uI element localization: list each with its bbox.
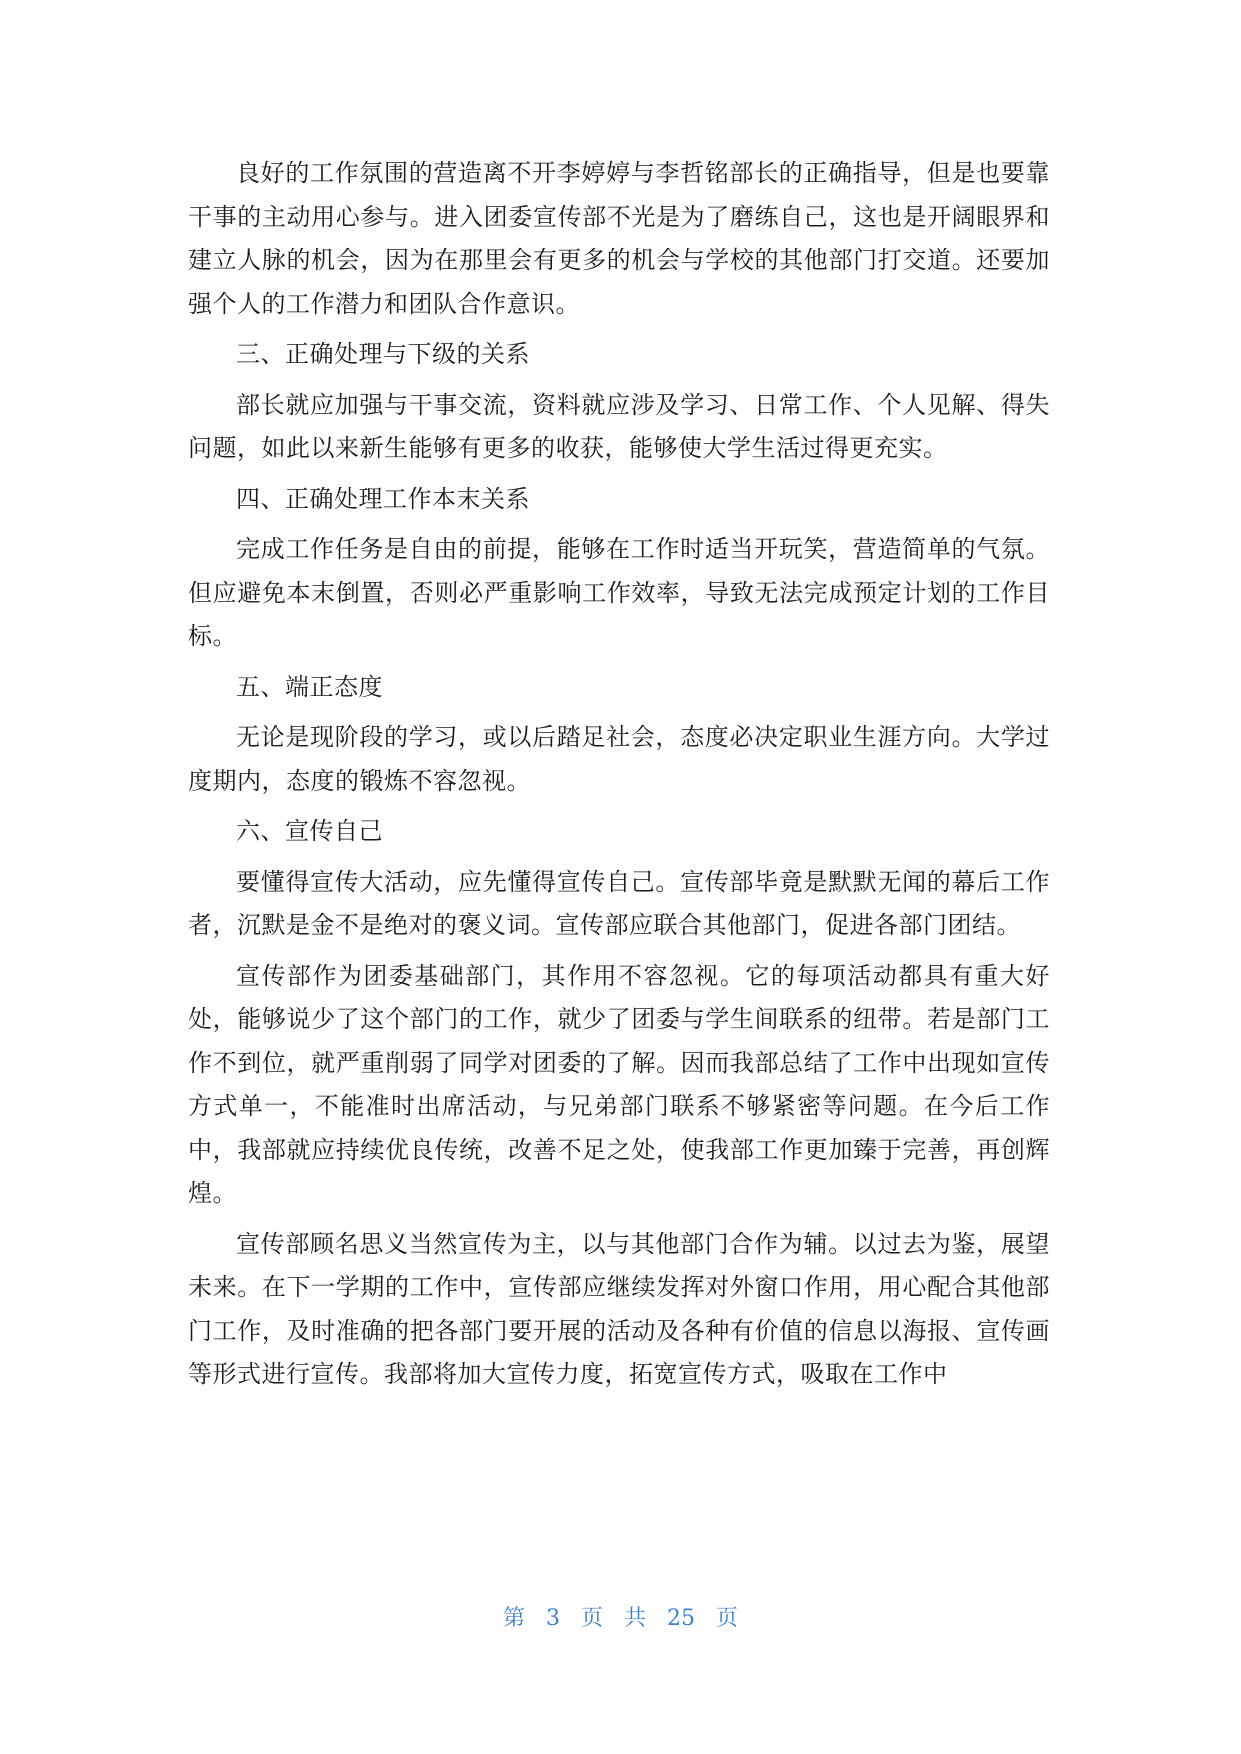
paragraph: 无论是现阶段的学习，或以后踏足社会，态度必决定职业生涯方向。大学过度期内，态度的锻炼不容忽视。 [188,723,1050,795]
page-footer [0,1601,1241,1632]
footer-prefix: 第 [502,1606,525,1631]
section-heading: 四、正确处理工作本末关系 [236,484,530,513]
paragraph: 宣传部作为团委基础部门，其作用不容忽视。它的每项活动都具有重大好处，能够说少了这个部门的工作，就少了团委与学生间联系的纽带。若是部门工作不到位，就严重削弱了同学对团委的了解。因而我部总结了工作中出现如宣传方式单一，不能准时出席活动，与兄弟部门联系不够紧密等问题。在今后工作中，我部就应持续优良传统，改善不足之处，使我部工作更加臻于完善，再创辉煌。 [188,961,1050,1207]
paragraph: 要懂得宣传大活动，应先懂得宣传自己。宣传部毕竟是默默无闻的幕后工作者，沉默是金不是绝对的褒义词。宣传部应联合其他部门，促进各部门团结。 [188,867,1050,939]
footer-suffix: 页 [716,1606,739,1631]
document-body [188,152,1050,1404]
section-heading: 三、正确处理与下级的关系 [236,340,530,368]
total-page-count: 25 [667,1606,695,1631]
paragraph: 部长就应加强与干事交流，资料就应涉及学习、日常工作、个人见解、得失问题，如此以来新生能够有更多的收获，能够使大学生活过得更充实。 [188,390,1050,462]
section-heading: 五、端正态度 [236,672,383,701]
section-heading: 六、宣传自己 [236,817,383,845]
footer-middle: 页 共 [581,1606,646,1631]
paragraph: 良好的工作氛围的营造离不开李婷婷与李哲铭部长的正确指导，但是也要靠干事的主动用心参与。进入团委宣传部不光是为了磨练自己，这也是开阔眼界和建立人脉的机会，因为在那里会有更多的机会与学校的其他部门打交道。还要加强个人的工作潜力和团队合作意识。 [188,159,1050,318]
paragraph: 完成工作任务是自由的前提，能够在工作时适当开玩笑，营造简单的气氛。但应避免本末倒置，否则必严重影响工作效率，导致无法完成预定计划的工作目标。 [188,535,1050,650]
paragraph: 宣传部顾名思义当然宣传为主，以与其他部门合作为辅。以过去为鉴，展望未来。在下一学期的工作中，宣传部应继续发挥对外窗口作用，用心配合其他部门工作，及时准确的把各部门要开展的活动及各种有价值的信息以海报、宣传画等形式进行宣传。我部将加大宣传力度，拓宽宣传方式，吸取在工作中 [188,1229,1050,1388]
current-page-number: 3 [546,1606,560,1631]
